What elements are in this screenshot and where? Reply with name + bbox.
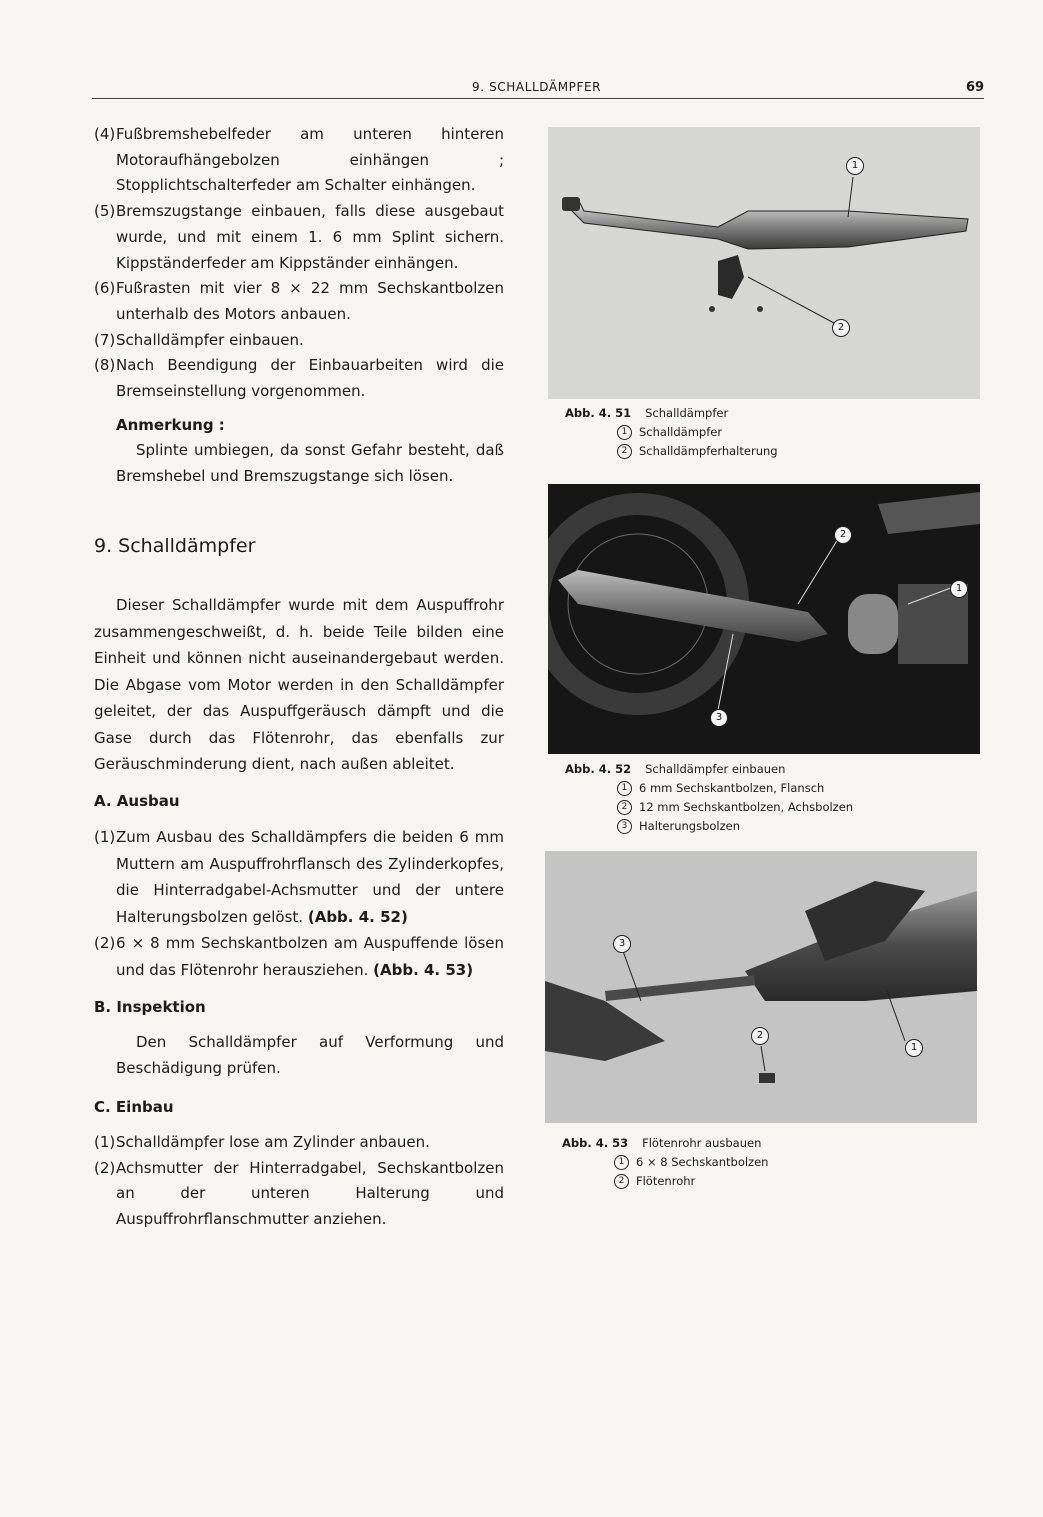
caption-item: 1 6 × 8 Sechskantbolzen [562,1153,982,1172]
note-text: Splinte umbiegen, da sonst Gefahr besteht, daß Bremshebel und Bremszugstange sich lösen. [116,441,504,486]
figure-4-53-caption: Abb. 4. 53 Flötenrohr ausbauen 1 6 × 8 Sechskantbolzen 2 Flötenrohr [562,1134,982,1191]
caption-item: 1 Schalldämpfer [565,423,985,442]
note-heading: Anmerkung : [116,415,225,434]
caption-item: 2 12 mm Sechskantbolzen, Achsbolzen [565,798,985,817]
callout-2: 2 [834,526,852,544]
list-item: (2) 6 × 8 mm Sechskantbolzen am Auspuffende lösen und das Flötenrohr herausziehen. (Abb. 4. 53) [94,934,504,979]
callout-3: 3 [710,709,728,727]
figure-4-51-caption: Abb. 4. 51 Schalldämpfer 1 Schalldämpfer 2 Schalldämpferhalterung [565,404,985,461]
callout-3: 3 [613,935,631,953]
figure-4-51-photo [548,127,980,399]
header-divider [92,98,984,99]
figure-4-52-photo [548,484,980,754]
callout-2: 2 [832,319,850,337]
caption-item: 3 Halterungsbolzen [565,817,985,836]
callout-2: 2 [751,1027,769,1045]
section-intro: Dieser Schalldämpfer wurde mit dem Auspuffrohr zusammengeschweißt, d. h. beide Teile bilden eine Einheit und können nicht auseinandergebaut werden. Die Abgase vom Motor werden in den Schalldämpfer geleitet, der das Auspuffgeräusch dämpft und die Gase durch das Flötenrohr, das ebenfalls zur Geräuschminderung dient, nach außen ableitet. [94,596,504,773]
list-item: (7) Schalldämpfer einbauen. [94,330,304,349]
list-item: (1) Schalldämpfer lose am Zylinder anbauen. [94,1133,430,1151]
einbau-heading: C. Einbau [94,1098,174,1116]
motorcycle-rear-illustration [548,484,980,754]
list-item: (2) Achsmutter der Hinterradgabel, Sechskantbolzen an der unteren Halterung und Auspuffrohrflanschmutter anziehen. [94,1158,504,1228]
callout-1: 1 [905,1039,923,1057]
figure-4-53-photo [545,851,977,1123]
list-item: (8) Nach Beendigung der Einbauarbeiten wird die Bremseinstellung vorgenommen. [94,356,504,401]
muffler-illustration [548,127,980,399]
page-number: 69 [966,80,985,95]
flute-pipe-removal-illustration [545,851,977,1123]
caption-item: 1 6 mm Sechskantbolzen, Flansch [565,779,985,798]
steps-top-list [94,122,504,490]
callout-1: 1 [950,580,968,598]
caption-item: 2 Schalldämpferhalterung [565,442,985,461]
inspektion-text: Den Schalldämpfer auf Verformung und Beschädigung prüfen. [116,1033,504,1077]
figure-4-52-caption: Abb. 4. 52 Schalldämpfer einbauen 1 6 mm Sechskantbolzen, Flansch 2 12 mm Sechskantbolzen, Achsbolzen 3 Halterungsbolzen [565,760,985,836]
inspektion-text-block [94,1030,504,1081]
list-item: (1) Zum Ausbau des Schalldämpfers die beiden 6 mm Muttern am Auspuffrohrflansch des Zylinderkopfes, die Hinterradgabel-Achsmutter und der untere Halterungsbolzen gelöst. (Abb. 4. 52) [94,828,504,926]
inspektion-heading: B. Inspektion [94,998,206,1016]
einbau-list [94,1130,504,1232]
ausbau-list [94,824,504,983]
running-header-title: 9. SCHALLDÄMPFER [472,80,602,94]
ausbau-heading: A. Ausbau [94,792,180,810]
callout-1: 1 [846,157,864,175]
section-title: 9. Schalldämpfer [94,535,256,557]
list-item: (5) Bremszugstange einbauen, falls diese ausgebaut wurde, und mit einem 1. 6 mm Splint sichern. Kippständerfeder am Kippständer einhängen. [94,202,504,272]
list-item: (4) Fußbremshebelfeder am unteren hinteren Motoraufhängebolzen einhängen ; Stopplichtschalterfeder am Schalter einhängen. [94,125,504,195]
list-item: (6) Fußrasten mit vier 8 × 22 mm Sechskantbolzen unterhalb des Motors anbauen. [94,279,504,323]
caption-item: 2 Flötenrohr [562,1172,982,1191]
